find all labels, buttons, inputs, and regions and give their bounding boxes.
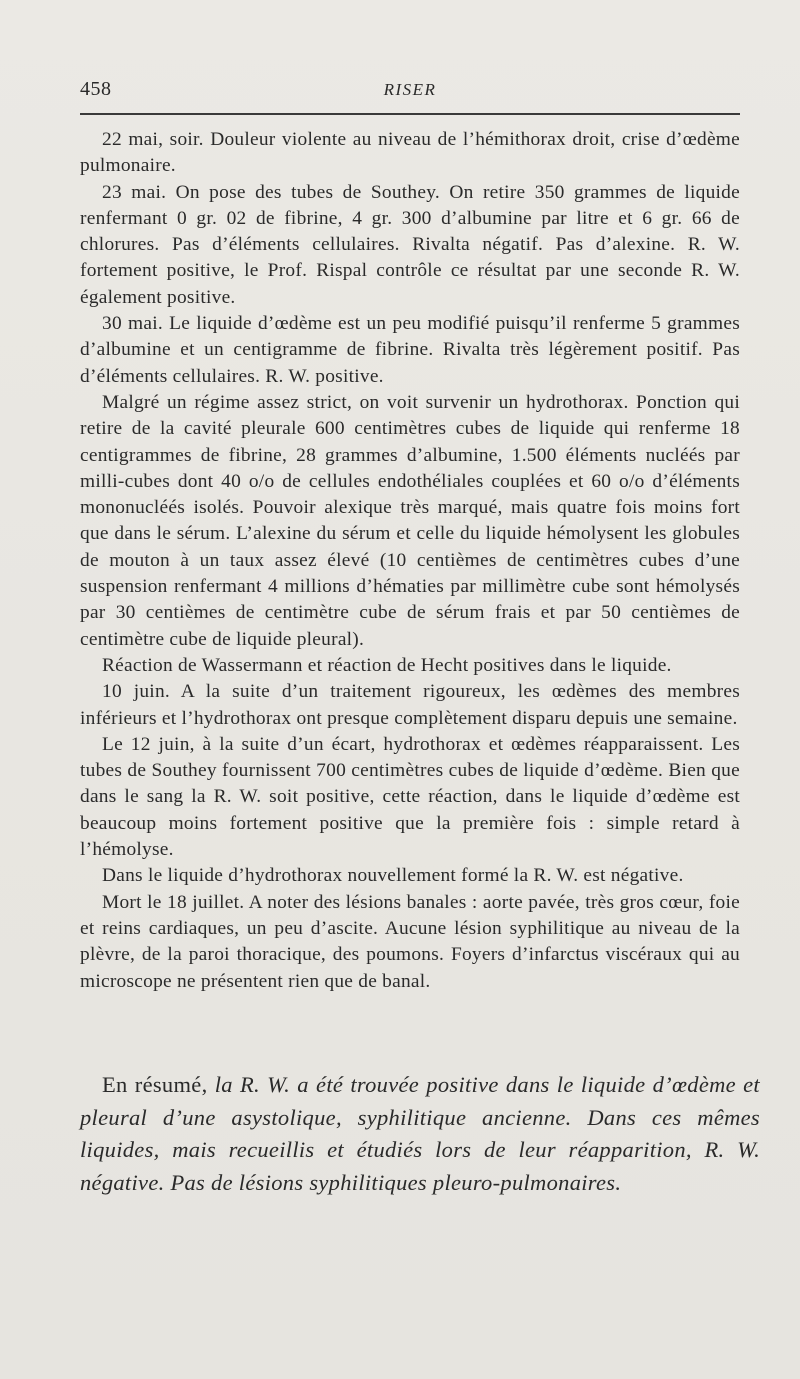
paragraph-12-juin: Le 12 juin, à la suite d’un écart, hydrothorax et œdèmes réapparaissent. Les tubes de Southey fournissent 700 centimètres cubes de liquide d’œdème. Bien que dans le sang la R. W. soit positive, cette réaction, dans le liquide d’œdème est beaucoup moins fortement positive que la première fois : simple retard à l’hémolyse. [80, 733, 740, 861]
body-text [80, 127, 740, 995]
header-rule [80, 113, 740, 115]
page-number: 458 [80, 78, 112, 100]
paragraph-22-mai: 22 mai, soir. Douleur violente au niveau de l’hémithorax droit, crise d’œdème pulmonaire. [80, 129, 740, 177]
summary-paragraph [80, 1069, 760, 1199]
paragraph-10-juin: 10 juin. A la suite d’un traitement rigoureux, les œdèmes des membres inférieurs et l’hydrothorax ont presque complètement disparu depuis une semaine. [80, 681, 740, 729]
paragraph-30-mai: 30 mai. Le liquide d’œdème est un peu modifié puisqu’il renferme 5 grammes d’albumine et un centigramme de fibrine. Rivalta très légèrement positif. Pas d’éléments cellulaires. R. W. positive. [80, 313, 740, 387]
paragraph-mort: Mort le 18 juillet. A noter des lésions banales : aorte pavée, très gros cœur, foie et reins cardiaques, un peu d’ascite. Aucune lésion syphilitique au niveau de la plèvre, de la paroi thoracique, des poumons. Foyers d’infarctus viscéraux qui au microscope ne présentent rien que de banal. [80, 891, 740, 992]
paragraph-hydrothorax: Malgré un régime assez strict, on voit survenir un hydrothorax. Ponction qui retire de la cavité pleurale 600 centimètres cubes de liquide qui renferme 18 centigrammes de fibrine, 28 grammes d’albumine, 1.500 éléments nucléés par milli-cubes dont 40 o/o de cellules endothéliales couplées et 60 o/o d’éléments mononucléés isolés. Pouvoir alexique très marqué, mais quatre fois moins fort que dans le sérum. L’alexine du sérum et celle du liquide hémolysent les globules de mouton à un taux assez élevé (10 centièmes de centimètres cubes d’une suspension renfermant 4 millions d’hématies par millimètre cube sont hémolysés par 30 centièmes de centimètre cube de sérum frais et par 50 centièmes de centimètre cube de liquide pleural). [80, 391, 740, 650]
paragraph-wassermann: Réaction de Wassermann et réaction de Hecht positives dans le liquide. [102, 654, 672, 676]
paragraph-rw-negative: Dans le liquide d’hydrothorax nouvellement formé la R. W. est négative. [102, 865, 684, 887]
summary-block [80, 1069, 760, 1199]
summary-text: la R. W. a été trouvée positive dans le liquide d’œdème et pleural d’une asystolique, syphilitique ancienne. Dans ces mêmes liquides, mais recueillis et étudiés lors de leur réapparition, R. W. négative. Pas de lésions syphilitiques pleuro-pulmonaires. [80, 1072, 760, 1195]
page-header [80, 78, 740, 108]
running-head: RISER [383, 80, 437, 99]
summary-lead: En résumé, [102, 1072, 208, 1097]
paragraph-23-mai: 23 mai. On pose des tubes de Southey. On retire 350 grammes de liquide renfermant 0 gr. 02 de fibrine, 4 gr. 300 d’albumine par litre et 6 gr. 66 de chlorures. Pas d’éléments cellulaires. Rivalta négatif. Pas d’alexine. R. W. fortement positive, le Prof. Rispal contrôle ce résultat par une seconde R. W. également positive. [80, 181, 740, 308]
